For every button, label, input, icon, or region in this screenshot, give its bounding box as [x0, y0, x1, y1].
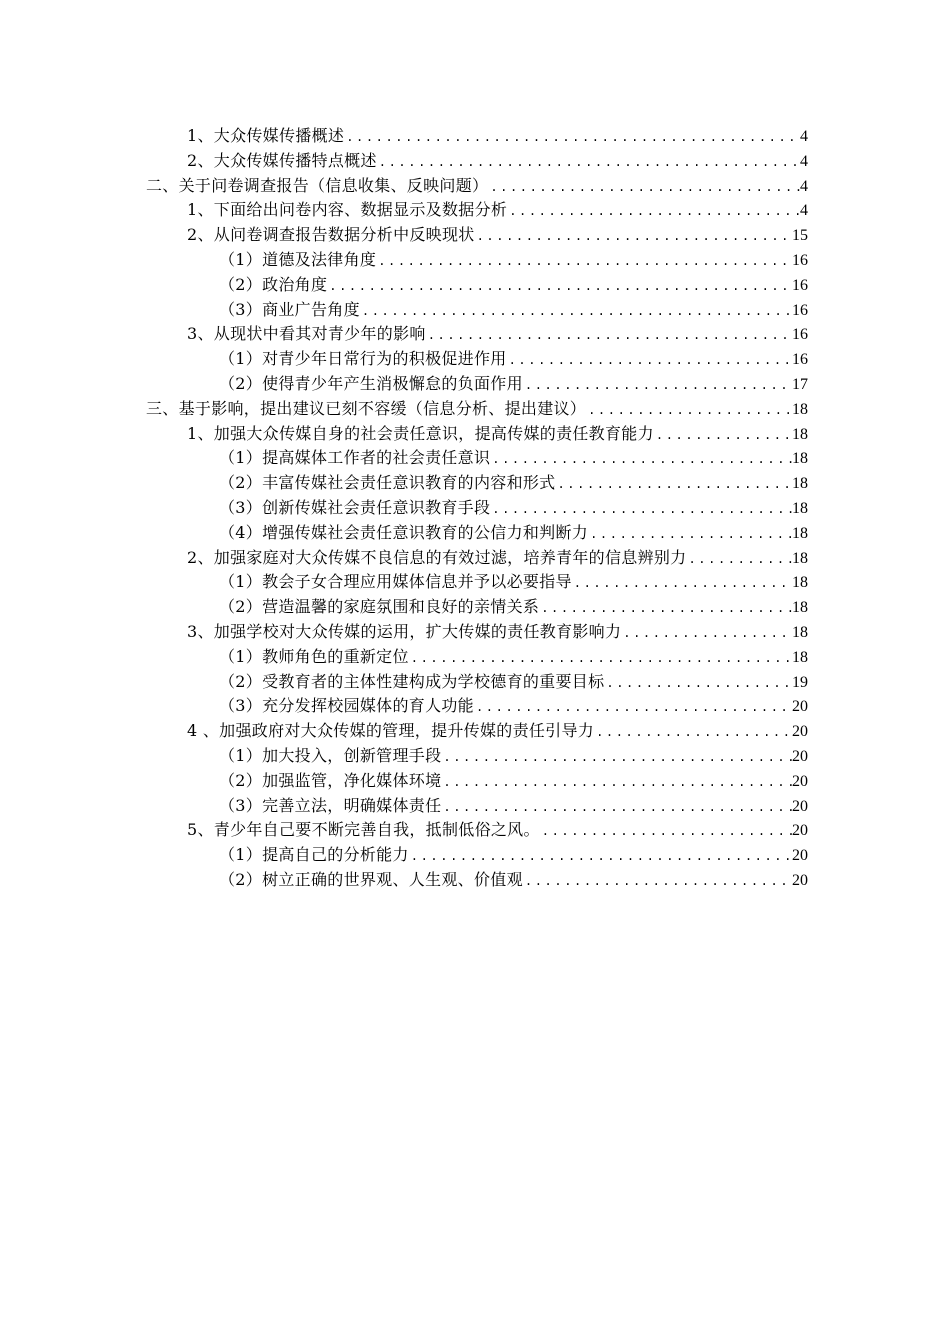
toc-entry-page-number: 15 — [792, 227, 808, 245]
toc-entry-page-number: 16 — [792, 326, 808, 344]
toc-entry-line — [219, 843, 808, 869]
toc-entry-line — [187, 546, 808, 572]
toc-entry-line — [187, 620, 808, 646]
toc-entry[interactable] — [0, 422, 808, 447]
toc-entry-page-number: 20 — [792, 871, 808, 889]
toc-entry-title: （1）教会子女合理应用媒体信息并予以必要指导 — [219, 572, 572, 592]
toc-entry-title: （3）商业广告角度 — [219, 299, 360, 319]
toc-entry-page-number: 18 — [792, 648, 808, 666]
toc-entry-page-number: 4 — [800, 128, 808, 145]
toc-entry-line — [219, 670, 808, 696]
toc-dot-leader — [327, 274, 792, 299]
toc-dot-leader — [572, 571, 792, 596]
toc-entry[interactable] — [0, 843, 808, 868]
toc-entry[interactable] — [0, 322, 808, 347]
toc-dot-leader — [344, 125, 800, 150]
toc-dot-leader — [441, 745, 792, 770]
toc-entry-title: 2、加强家庭对大众传媒不良信息的有效过滤，培养青年的信息辨别力 — [187, 547, 687, 567]
toc-dot-leader — [376, 249, 792, 274]
toc-entry-line — [187, 223, 808, 249]
toc-entry[interactable] — [0, 794, 808, 819]
toc-entry-page-number: 20 — [792, 797, 808, 815]
toc-dot-leader — [654, 423, 792, 448]
toc-entry-page-number: 4 — [800, 177, 808, 195]
toc-entry-line — [219, 521, 808, 547]
toc-entry-page-number: 18 — [792, 475, 808, 493]
toc-entry-line — [146, 174, 808, 200]
toc-entry-page-number: 18 — [792, 599, 808, 617]
toc-entry-title: （2）使得青少年产生消极懈怠的负面作用 — [219, 373, 523, 393]
toc-dot-leader — [523, 373, 792, 398]
toc-entry-page-number: 18 — [792, 623, 808, 641]
table-of-contents — [0, 124, 950, 893]
toc-entry[interactable] — [0, 124, 808, 149]
toc-entry-line — [219, 595, 808, 621]
toc-entry[interactable] — [0, 298, 808, 323]
toc-entry[interactable] — [0, 174, 808, 199]
toc-entry[interactable] — [0, 397, 808, 422]
toc-dot-leader — [540, 819, 792, 844]
toc-dot-leader — [409, 646, 792, 671]
toc-entry-title: 2、大众传媒传播特点概述 — [187, 150, 377, 170]
toc-entry-line — [219, 471, 808, 497]
toc-entry-title: （3）创新传媒社会责任意识教育手段 — [219, 497, 491, 517]
toc-dot-leader — [488, 175, 800, 200]
toc-entry-title: （2）政治角度 — [219, 274, 328, 294]
toc-entry[interactable] — [0, 595, 808, 620]
toc-entry-line — [219, 446, 808, 472]
toc-entry-line — [219, 496, 808, 522]
toc-entry[interactable] — [0, 769, 808, 794]
toc-dot-leader — [409, 844, 792, 869]
toc-dot-leader — [539, 596, 792, 621]
toc-entry-title: 4 、加强政府对大众传媒的管理，提升传媒的责任引导力 — [187, 721, 595, 741]
toc-entry-page-number: 18 — [792, 574, 808, 592]
toc-entry-line — [219, 273, 808, 299]
toc-entry-title: 3、从现状中看其对青少年的影响 — [187, 324, 426, 344]
toc-entry[interactable] — [0, 645, 808, 670]
toc-entry-line — [219, 769, 808, 795]
toc-entry[interactable] — [0, 546, 808, 571]
toc-entry-page-number: 20 — [792, 747, 808, 765]
toc-entry-line — [146, 397, 808, 423]
toc-dot-leader — [588, 522, 792, 547]
toc-dot-leader — [474, 695, 792, 720]
toc-entry-title: （3）完善立法，明确媒体责任 — [219, 795, 442, 815]
toc-entry[interactable] — [0, 496, 808, 521]
toc-entry-line — [219, 694, 808, 720]
toc-entry-line — [219, 794, 808, 820]
toc-entry-line — [219, 744, 808, 770]
toc-entry-line — [187, 124, 808, 150]
toc-entry-title: 二、关于问卷调查报告（信息收集、反映问题） — [146, 175, 489, 195]
toc-dot-leader — [441, 795, 792, 820]
toc-entry-line — [187, 818, 808, 844]
toc-entry[interactable] — [0, 744, 808, 769]
toc-dot-leader — [507, 199, 800, 224]
toc-dot-leader — [426, 323, 792, 348]
toc-entry-title: （2）加强监管，净化媒体环境 — [219, 770, 442, 790]
toc-entry-line — [219, 347, 808, 373]
toc-entry-title: 三、基于影响，提出建议已刻不容缓（信息分析、提出建议） — [146, 398, 587, 418]
toc-entry-title: （1）道德及法律角度 — [219, 249, 377, 269]
toc-entry-title: 2、从问卷调查报告数据分析中反映现状 — [187, 225, 475, 245]
toc-entry-line — [187, 198, 808, 224]
toc-entry-page-number: 16 — [792, 251, 808, 269]
toc-entry-title: （1）提高自己的分析能力 — [219, 845, 409, 865]
toc-entry[interactable] — [0, 223, 808, 248]
toc-entry-title: （4）增强传媒社会责任意识教育的公信力和判断力 — [219, 522, 589, 542]
toc-entry-title: （2）受教育者的主体性建构成为学校德育的重要目标 — [219, 671, 605, 691]
toc-dot-leader — [441, 770, 792, 795]
toc-dot-leader — [377, 150, 800, 175]
toc-entry-page-number: 18 — [792, 549, 808, 567]
toc-entry-page-number: 20 — [792, 772, 808, 790]
toc-entry-line — [219, 372, 808, 398]
toc-entry[interactable] — [0, 372, 808, 397]
toc-entry-page-number: 4 — [800, 152, 808, 170]
toc-entry-line — [219, 570, 808, 596]
toc-entry-line — [187, 149, 808, 175]
toc-entry-page-number: 20 — [792, 847, 808, 865]
toc-dot-leader — [604, 671, 792, 696]
toc-entry-page-number: 17 — [792, 375, 808, 393]
toc-dot-leader — [594, 720, 792, 745]
toc-dot-leader — [507, 348, 792, 373]
toc-entry[interactable] — [0, 719, 808, 744]
toc-entry-page-number: 20 — [792, 723, 808, 741]
toc-entry-line — [187, 719, 808, 745]
toc-entry-title: （2）营造温馨的家庭氛围和良好的亲情关系 — [219, 597, 540, 617]
toc-entry-title: （2）树立正确的世界观、人生观、价值观 — [219, 869, 523, 889]
toc-entry-page-number: 18 — [792, 499, 808, 517]
toc-entry-page-number: 18 — [792, 425, 808, 443]
toc-entry-page-number: 18 — [792, 524, 808, 542]
toc-dot-leader — [523, 869, 792, 894]
toc-dot-leader — [490, 497, 792, 522]
toc-entry-title: 1、大众传媒传播概述 — [187, 126, 345, 145]
toc-entry-line — [219, 248, 808, 274]
toc-entry[interactable] — [0, 620, 808, 645]
toc-entry-page-number: 16 — [792, 351, 808, 369]
toc-entry-title: （1）教师角色的重新定位 — [219, 646, 409, 666]
toc-entry-page-number: 19 — [792, 673, 808, 691]
toc-entry[interactable] — [0, 570, 808, 595]
toc-dot-leader — [686, 547, 792, 572]
toc-entry[interactable] — [0, 347, 808, 372]
toc-entry[interactable] — [0, 521, 808, 546]
toc-entry[interactable] — [0, 149, 808, 174]
toc-entry[interactable] — [0, 868, 808, 893]
toc-entry[interactable] — [0, 670, 808, 695]
toc-entry-page-number: 16 — [792, 301, 808, 319]
toc-entry[interactable] — [0, 694, 808, 719]
toc-entry-line — [219, 868, 808, 894]
toc-entry-page-number: 20 — [792, 822, 808, 840]
toc-entry-page-number: 18 — [792, 400, 808, 418]
toc-dot-leader — [621, 621, 792, 646]
toc-entry-title: 3、加强学校对大众传媒的运用，扩大传媒的责任教育影响力 — [187, 621, 622, 641]
toc-entry-title: （1）对青少年日常行为的积极促进作用 — [219, 349, 507, 369]
toc-entry-line — [187, 422, 808, 448]
toc-dot-leader — [360, 299, 792, 324]
toc-dot-leader — [475, 224, 792, 249]
toc-entry[interactable] — [0, 471, 808, 496]
toc-entry-line — [187, 322, 808, 348]
toc-entry-title: （3）充分发挥校园媒体的育人功能 — [219, 696, 474, 716]
toc-dot-leader — [490, 447, 792, 472]
toc-entry-title: 1、加强大众传媒自身的社会责任意识，提高传媒的责任教育能力 — [187, 423, 654, 443]
toc-entry-title: 5、青少年自己要不断完善自我，抵制低俗之风。 — [187, 820, 540, 840]
toc-dot-leader — [586, 398, 792, 423]
toc-entry-page-number: 4 — [800, 202, 808, 220]
toc-entry-page-number: 18 — [792, 450, 808, 468]
toc-entry-title: （2）丰富传媒社会责任意识教育的内容和形式 — [219, 473, 556, 493]
toc-entry[interactable] — [0, 818, 808, 843]
toc-entry[interactable] — [0, 446, 808, 471]
toc-entry-page-number: 20 — [792, 698, 808, 716]
toc-entry[interactable] — [0, 273, 808, 298]
toc-entry-title: （1）提高媒体工作者的社会责任意识 — [219, 448, 491, 468]
toc-entry-title: 1、下面给出问卷内容、数据显示及数据分析 — [187, 200, 508, 220]
toc-entry-line — [219, 298, 808, 324]
toc-entry-page-number: 16 — [792, 276, 808, 294]
toc-entry[interactable] — [0, 198, 808, 223]
toc-entry[interactable] — [0, 248, 808, 273]
toc-entry-title: （1）加大投入，创新管理手段 — [219, 745, 442, 765]
toc-entry-line — [219, 645, 808, 671]
toc-dot-leader — [555, 472, 792, 497]
